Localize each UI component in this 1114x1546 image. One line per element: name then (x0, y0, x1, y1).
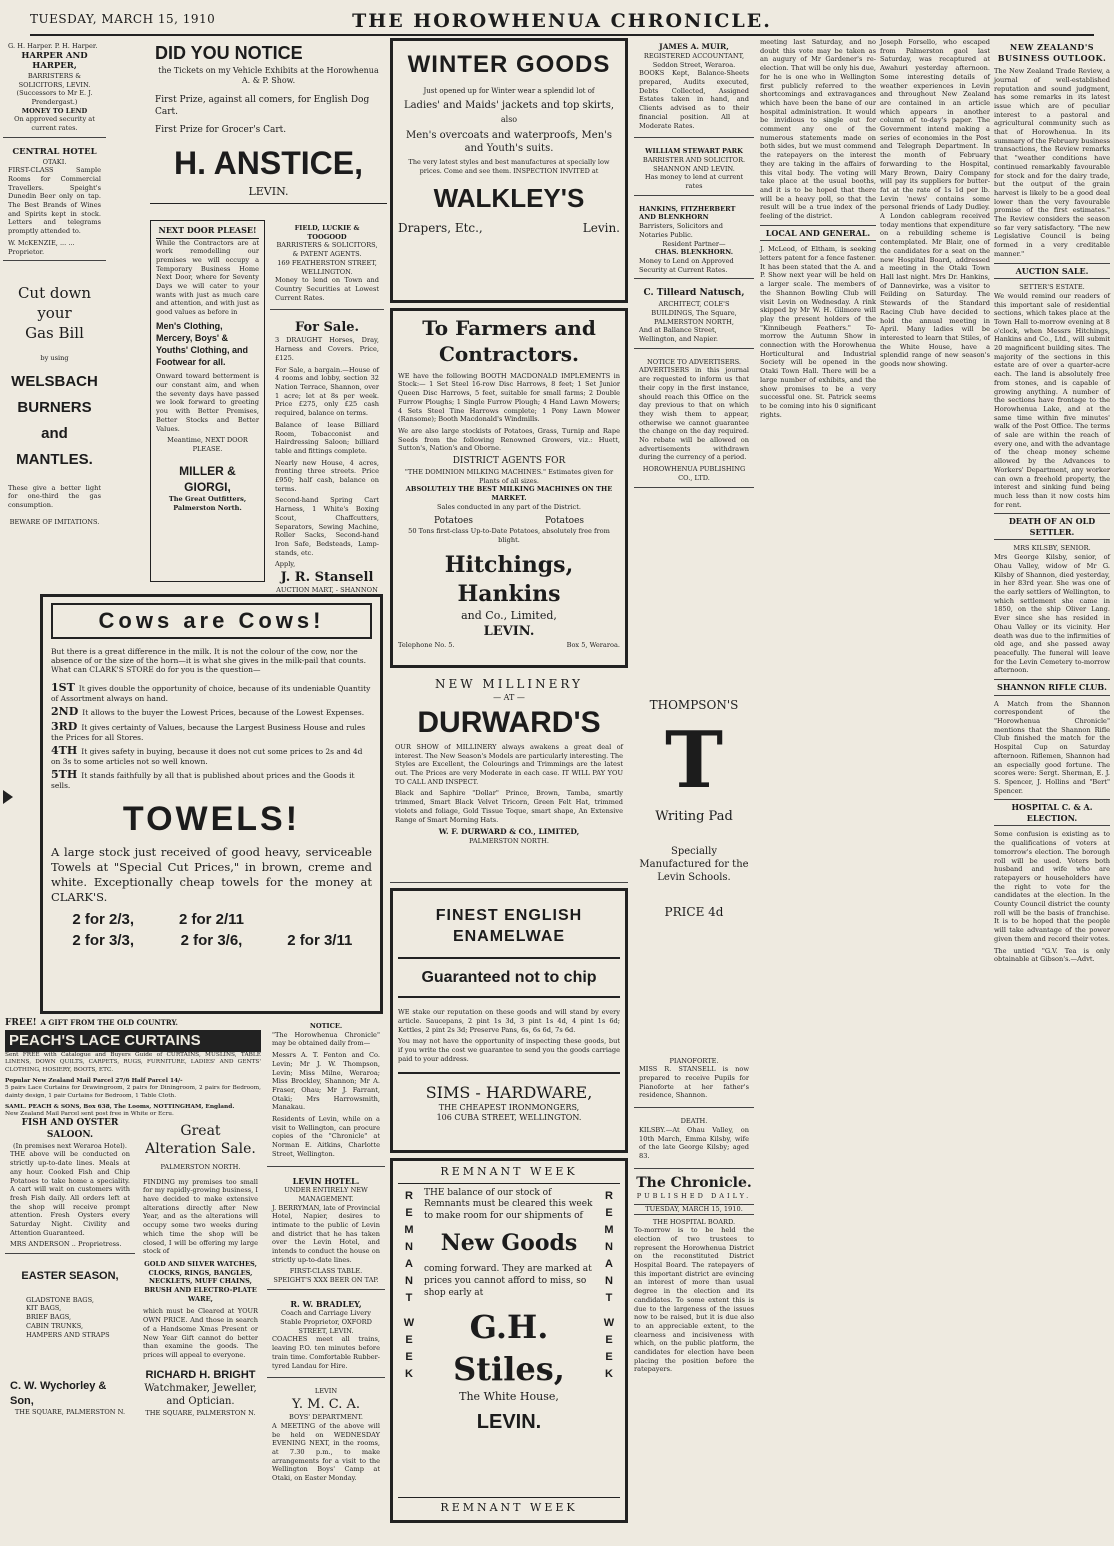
outlook-body: The New Zealand Trade Review, a journal of well-established reputation and sound judgment, has some remarks in its latest issue which are of peculiar interest to a pastoral and agricultural community such as that of Horowhenua. In its summary of the February business transactions, the Review remarks that "weather conditions have continued remarkably favourable for stock and for the dairy trade, but the output of the grain harvest is likely to be a good deal lower than the very favourable promise of the first estimates." The Review considers the season so far very satisfactory. "The new Legislative Council is being formed in a very creditable manner." (994, 67, 1110, 258)
bright-sub: Watchmaker, Jeweller, and Optician. (144, 1383, 257, 1408)
durward-place: PALMERSTON NORTH. (469, 837, 549, 846)
chronicle-title: The Chronicle. (636, 1174, 752, 1191)
durwards-name: DURWARD'S (417, 706, 601, 740)
farmers-best: ABSOLUTELY THE BEST MILKING MACHINES ON THE MARKET. (405, 485, 613, 503)
millinery-items: Black and Saphire "Dollar" Prince, Brown, Tamba, smartly trimmed, Smart Black Velvet Tricorn, Green Felt Hat, trimmed violets and foliage, Gold Tissue Toque, smart shape, An Extensive Range of Smart Morning Hats. (395, 789, 623, 824)
price: 2 for 3/11 (287, 931, 353, 949)
walkleys-name: WALKLEY'S (433, 183, 585, 214)
peach-body: Sent FREE with Catalogue and Buyers Guide of CURTAINS, MUSLINS, TABLE LINENS, DOWN QUILTS, CARPETS, RUGS, FURNITURE, LADIES' AND GENTS' CLOTHING, HOSIERY, BOOTS, ETC. (5, 1051, 261, 1073)
walkleys-ad (390, 38, 628, 303)
thompsons-body: Specially Manufactured for the Levin Schools. (639, 845, 749, 884)
enamel-guarantee: Guaranteed not to chip (398, 957, 620, 998)
harper-terms: On approved security at current rates. (14, 115, 95, 133)
thompsons-title: THOMPSON'S (649, 698, 739, 712)
peach-note: New Zealand Mail Parcel sent post free in White or Ecru. (5, 1111, 174, 1118)
fish-body: THE above will be conducted on strictly up-to-date lines. Meals at any hour. Cooked Fish and Chip Potatoes to take home a speciality. A cart will wait on customers with fresh Fish daily. All orders left at the shop will receive prompt attention. Fresh Oysters every Saturday Night. Civility and Attention Guaranteed. (10, 1150, 130, 1237)
sale-apply: Apply, (275, 560, 296, 569)
advertisers-body: ADVERTISERS in this journal are requested to inform us that their copy in the first instance, should reach this Office on the day previous to that on which they wish them to appear, otherwise we cannot guarantee the change on the day required. No rebate will be allowed on advertisements withdrawn during the currency of a period. (639, 366, 749, 462)
miller-sub: The Great Outfitters, Palmerston North. (168, 495, 247, 513)
column-7-body: Joseph Forsello, who escaped from Palmerston gaol last Saturday, was recaptured at Awahuri yesterday afternoon. Some interesting details of weather experiences in Levin and throughout New Zealand are contained in an article which appears in another column of to-day's paper. The Government intend making a series of economies in the Post and Telegraph Department. In the month of February forwarding to the Hospital, Mary Brown, Dairy Company will pay its suppliers for butter-fat at the rate of 1s 1d per lb. Levin 'news' contains some personal friends of Lady Dudley. A London cablegram received today mentions that expenditure on a rebuilding scheme is contemplated. Mr Blair, one of the candidates for a seat on the new Hospital Board, addressed a meeting in the Otaki Town Hall last night. Mrs Dr. Hankins, of Dannevirke, was a visitor to Feilding on Saturday. The Stewards of the Standard Racing Club have decided to hold the annual meeting in April. Many ladies will be interested to learn that Stiles, of the White House, have a splendid range of new season's goods now showing. (880, 38, 990, 369)
hospital-body: To-morrow is to be held the election of two trustees to represent the Horowhenua District on the reconstituted District Hospital Board. The ratepayers of this important district are evincing an interest of more than usual degree in the election and its candidates. To some extent this is due to the largeness of the issues now to be raised, but it is due also to an appreciable extent, to the clearness and incisiveness with which, on the public platform, the candidates for election have been placing the position before the ratepayers. (634, 1226, 754, 1374)
towel-prices (51, 911, 372, 949)
rifle-club-title: SHANNON RIFLE CLUB. (994, 679, 1110, 696)
central-hotel-ad (3, 143, 106, 261)
stiles-place: LEVIN. (476, 1410, 542, 1433)
alteration-body-2: which must be Cleared at YOUR OWN PRICE. And those in search of a Handsome Xmas Present or New Year Gift cannot do better than examine the goods. The prices will appeal to everyone. (143, 1307, 258, 1359)
harper-title: HARPER AND HARPER, (21, 50, 88, 72)
sims-name: SIMS - HARDWARE, (398, 1072, 620, 1103)
auction-sub: SETTER'S ESTATE. (1019, 283, 1085, 292)
harper-names: G. H. Harper. P. H. Harper. (8, 42, 98, 50)
anstice-name: H. ANSTICE, (173, 145, 364, 182)
winter-goods-1: Ladies' and Maids' jackets and top skirts, (403, 99, 615, 111)
next-door-close: Meantime, NEXT DOOR PLEASE. (167, 436, 248, 453)
cows-points (51, 681, 372, 790)
miller-giorgi: MILLER & GIORGI, (179, 463, 236, 494)
towels-body: A large stock just received of good heavy, serviceable Towels at "Special Cut Prices," in brown, creme and white. Exceptionally cheap towels for the money at CLARK'S. (51, 845, 372, 904)
death-body: KILSBY.—At Ohau Valley, on 10th March, Emma Kilsby, wife of the late George Kilsby; aged 83. (639, 1125, 749, 1160)
column-4b (267, 1018, 385, 1544)
pianoforte-ad (634, 1053, 754, 1109)
stiles-sub: The White House, (459, 1390, 559, 1404)
gas-line-2: Gas Bill (25, 323, 84, 342)
old-settler-title: DEATH OF AN OLD SETTLER. (994, 513, 1110, 540)
next-door-body-2: Onward toward betterment is our constant aim, and when the seventy days have passed we look forward to greeting you with Better Premises, Better Stocks and Better Values. (156, 372, 259, 433)
and-word: and (41, 424, 68, 442)
walkleys-place: Levin. (582, 221, 620, 236)
next-door-ad (150, 220, 265, 582)
millinery-at: — AT — (493, 692, 525, 702)
price (268, 911, 372, 928)
peach-name: PEACH'S LACE CURTAINS (5, 1030, 261, 1052)
levin-hotel-title: LEVIN HOTEL. (292, 1175, 360, 1186)
bright-addr: THE SQUARE, PALMERSTON N. (145, 1408, 256, 1417)
alteration-sale-ad (138, 1114, 263, 1421)
cows-point: 4TH It gives safety in buying, because it does not cut some prices to 2s and 4d on 3s to some articles not so well known. (51, 744, 363, 766)
gas-line-1: Cut down your (17, 284, 92, 323)
writing-pad: Writing Pad (655, 808, 733, 824)
ymca-place: LEVIN (314, 1387, 338, 1396)
easter-item: GLADSTONE BAGS, (26, 1295, 94, 1304)
levin-hotel-body: J. BERRYMAN, late of Provincial Hotel, Napier, desires to intimate to the public of Levin and district that he has taken over the Levin Hotel, and intends to conduct the house on strictly up-to-date lines. (272, 1203, 380, 1264)
harper-sub: BARRISTERS & SOLICITORS, LEVIN. (18, 71, 91, 89)
chronicle-sub: PUBLISHED DAILY. (636, 1192, 752, 1201)
easter-ad (5, 1259, 135, 1421)
remnant-bottom: REMNANT WEEK (398, 1497, 620, 1516)
pianoforte-body: MISS R. STANSELL is now prepared to receive Pupils for Pianoforte at her father's residence, Shannon. (639, 1065, 749, 1100)
field-luckie-title: FIELD, LUCKIE & TOOGOOD (294, 224, 360, 241)
local-general-body: J. McLeod, of Eltham, is seeking letters patent for a fence fastener. It has been stated that the A. and P. Show next year will be held on a larger scale. The members of the Shannon Bowling Club will visit Levin on Wednesday. A rink skipped by Mr W. H. Gilmore will play the present holders of the "Kinnibeugh Feathers." To-morrow the Autumn Show in connection with the Horowhenua Horticultural and Industrial Society will be opened in the Otaki Town Hall. There will be a large number of exhibits, and the show promises to be a very successful one. St. Patrick seems to be coming into his 0 significant rights. (760, 245, 876, 419)
hankins-body: Money to Lend on Approved Security at Current Rates. (639, 256, 734, 274)
field-luckie-sub: BARRISTERS & SOLICITORS, & PATENT AGENTS. (276, 241, 378, 259)
next-door-goods: Men's Clothing, Mercery, Boys' & Youths' Clothing, and Footwear for all. (156, 320, 248, 367)
park-ad (634, 143, 754, 196)
hospital-election-body: Some confusion is existing as to the qualifications of voters at tomorrow's election. The borough roll will be used. Voters both husband and wife who are ratepayers or householders have the right to vote for the candidates at the election. In the County Council district the county roll will be the basis of franchise. It is to be hoped that the people will take advantage of the power given them and record their votes. (994, 830, 1111, 943)
column-7 (880, 38, 990, 1546)
muir-ad (634, 38, 754, 138)
alteration-column (138, 1114, 263, 1544)
advertisers-firm: HOROWHENUA PUBLISHING CO., LTD. (642, 465, 746, 482)
stansell-ad (270, 315, 384, 599)
hitchings-ad (390, 308, 628, 668)
hotel-proprietor: W. McKENZIE, ... ... Proprietor. (8, 238, 75, 256)
death-title: DEATH. (680, 1117, 708, 1126)
price: 2 for 2/11 (178, 910, 245, 928)
column-3 (270, 220, 384, 595)
hankins-name: HANKINS, FITZHERBERT AND BLENKHORN (639, 204, 736, 222)
gas-body: These give a better light for one-third the gas consumption. (8, 483, 101, 509)
remnant-top: REMNANT WEEK (398, 1165, 620, 1184)
wychorley-sub: THE SQUARE, PALMERSTON N. (14, 1408, 126, 1417)
stiles-name: G.H. Stiles, (453, 1307, 565, 1389)
local-general-title: LOCAL AND GENERAL. (760, 225, 876, 242)
first-prize-2: First Prize for Grocer's Cart. (155, 124, 287, 135)
column-2 (150, 38, 387, 218)
pianoforte-title: PIANOFORTE. (669, 1056, 719, 1065)
next-door-title: NEXT DOOR PLEASE! (156, 225, 259, 239)
winter-body: Just opened up for Winter wear a splendid lot of (423, 86, 595, 95)
free-label: FREE! (5, 1018, 37, 1028)
mantles-word: MANTLES. (16, 450, 93, 468)
bradley-name: R. W. BRADLEY, (290, 1298, 362, 1309)
park-body: Has money to lend at current rates (644, 173, 744, 191)
next-door-body: While the Contractors are at work remodelling our premises we will occupy a Temporary Business Home Next Door, where for Seventy Days we will cater to your wants with just as much care and attention, and with just as good values as before in (156, 238, 259, 317)
hotel-title: CENTRAL HOTEL (12, 146, 97, 157)
levin-hotel-ad (267, 1172, 385, 1290)
tea-notice: The untied "G.V. Tea is only obtainable at Gibson's.—Advt. (994, 946, 1110, 964)
muir-name: JAMES A. MUIR, (659, 42, 729, 51)
wychorley-name: C. W. Wychorley & Son, (10, 1380, 107, 1407)
peach-curtains-ad (5, 1018, 261, 1118)
price: 2 for 3/6, (180, 931, 243, 949)
enamel-line-1: FINEST ENGLISH (435, 907, 583, 924)
hitchings-telephone: Telephone No. 5. (398, 640, 455, 649)
hankins-sub: Barristers, Solicitors and Notaries Public. (639, 222, 724, 239)
stansell-sub: AUCTION MART, - SHANNON (276, 586, 378, 595)
rifle-club-body: A Match from the Shannon correspondent of the "Horowhenua Chronicle" mentions that the Shannon Rifle Club finished the match for the Hospital Cup on Saturday afternoon. Riflemen, Shannon had an especially good fortune. The scores were: Sergt. Sherman, E. J. S. Spencer, J. Hollins and "Bert" Spencer. (994, 699, 1110, 795)
column-6 (760, 38, 876, 1546)
column-4 (390, 38, 628, 1546)
auction-title: AUCTION SALE. (994, 263, 1110, 280)
sale-item-3: Balance of lease Billiard Room, Tobacconist and Hairdressing Saloon; billiard table and fittings complete. (275, 420, 379, 455)
levin-hotel-sub: UNDER ENTIRELY NEW MANAGEMENT. (284, 1186, 368, 1203)
remnant-body-2: coming forward. They are marked at prices you cannot afford to miss, so shop early at (424, 1264, 592, 1298)
easter-item: BRIEF BAGS, (26, 1313, 72, 1322)
fish-sub: (In premises next Weraroa Hotel). (13, 1141, 127, 1150)
big-t-letter: T (664, 714, 724, 806)
remnant-body: THE balance of our stock of Remnants must be cleared this week to make room for our shipments of (424, 1187, 593, 1222)
potatoes-label: Potatoes (544, 515, 585, 526)
anstice-place: LEVIN. (248, 184, 289, 198)
notice-body: "The Horowhenua Chronicle" may be obtained daily from— (272, 1030, 380, 1048)
ymca-dept: BOYS' DEPARTMENT. (289, 1413, 363, 1422)
welsbach-name: WELSBACH (11, 373, 98, 391)
enamel-line-2: ENAMELWAE (452, 928, 566, 946)
hospital-election-title: HOSPITAL C. & A. ELECTION. (994, 799, 1110, 826)
chronicle-date: TUESDAY, MARCH 15, 1910. (634, 1204, 754, 1215)
cows-point: 3RD It gives certainty of Values, because the Largest Business House and rules the Prices for all Stores. (51, 720, 366, 742)
bright-name: RICHARD H. BRIGHT (145, 1368, 256, 1381)
durward-firm: W. F. DURWARD & CO., LIMITED, (438, 827, 580, 837)
winter-body-2: The very latest styles and best manufactures at specially low prices. Come and see them. INSPECTION INVITED at (408, 158, 610, 175)
sale-item-5: Second-hand Spring Cart Harness, 1 White's Boxing Scout, Chaffcutters, Separators, Sewing Machine, Roller Sacks, Second-hand Iron Safe, Bedsteads, Lamp-stands, etc. (275, 496, 379, 557)
masthead (30, 6, 1094, 36)
old-settler-body: Mrs George Kilsby, senior, of Ohau Valley, widow of Mr G. Kilsby of Shannon, died yesterday, in her 83rd year. She was one of the early settlers of Wellington, to which settlement she came in 1850, on the ship Oliver Lang. Ever since she has resided in Ohau Valley or its vicinity. Her death was due to the infirmities of old age, and she passed away peacefully. The funeral will leave for the Levin Cemetery to-morrow afternoon. (994, 553, 1110, 675)
advertisers-title: NOTICE TO ADVERTISERS. (646, 357, 742, 366)
burners-word: BURNERS (17, 399, 92, 417)
easter-item: CABIN TRUNKS, (26, 1321, 84, 1330)
field-luckie-ad (270, 220, 384, 310)
for-sale-title: For Sale. (294, 320, 360, 336)
newspaper-title: THE HOROWHENUA CHRONICLE. (352, 10, 772, 32)
hitchings-box: Box 5, Weraroa. (566, 640, 620, 649)
walkleys-sub: Drapers, Etc., (398, 221, 483, 236)
cows-title: Cows are Cows! (51, 603, 372, 639)
fish-saloon-ad (5, 1114, 135, 1254)
easter-title: EASTER SEASON, (21, 1270, 119, 1283)
issue-date: TUESDAY, MARCH 15, 1910 (30, 12, 216, 26)
natusch-body: And at Ballance Street, Wellington, and Napier. (639, 326, 718, 344)
easter-item: KIT BAGS, (26, 1304, 62, 1313)
sale-item-4: Nearly new House, 4 acres, fronting three streets. Price £950; half cash, balance on terms. (275, 458, 379, 493)
easter-item: HAMPERS AND STRAPS (26, 1330, 110, 1339)
farmers-agents: DISTRICT AGENTS FOR (452, 456, 566, 467)
levin-hotel-beer: SPEIGHT'S XXX BEER ON TAP. (273, 1276, 379, 1285)
natusch-ad (634, 284, 754, 348)
ymca-ad (267, 1383, 385, 1489)
notice-title: NOTICE. (309, 1022, 343, 1030)
potatoes-body: 50 Tons first-class Up-to-Date Potatoes, absolutely free from blight. (408, 527, 610, 545)
fish-proprietress: MRS ANDERSON .. Proprietress. (10, 1240, 122, 1249)
hankins-resident: CHAS. BLENKHORN. (654, 248, 734, 257)
bradley-body: COACHES meet all trains, leaving P.O. ten minutes before train time. Comfortable Rubber-tyred Landau for Hire. (272, 1335, 380, 1370)
remnant-week-ad (390, 1158, 628, 1523)
field-luckie-addr: 169 FEATHERSTON STREET, WELLINGTON. (277, 258, 377, 276)
hotel-place: OTAKI. (42, 157, 67, 166)
hospital-continued: meeting last Saturday, and no doubt this vote may be taken as an augury of Mr Gardener's re-election. That will be only his due, for he is one who in Wellington first publicly referred to the shortcomings and extravagances which have been the bane of our hospital administration. It would be invidious to single out for comment any one of the numerous statements made on both sides, but we must commend the ratepayers on the interest they are taking in the affairs of this vital body. The voting will take place at the usual booths, and it is to be hoped that there will be a heavy poll, so that the result will be a true index of the feeling of the district. (760, 38, 876, 221)
farmers-line-2: Contractors. (438, 342, 580, 367)
fish-title: FISH AND OYSTER SALOON. (21, 1118, 119, 1140)
peach-items: 5 pairs Lace Curtains for Drawingroom, 2 pairs for Diningroom, 2 pairs for Bedroom, dainty design, 1 pair Curtains for Bedroom, 1 Table Cloth. (5, 1085, 261, 1099)
alteration-place: PALMERSTON NORTH. (160, 1162, 241, 1171)
enamel-body: WE stake our reputation on these goods and will stand by every article. Saucepans, 2 pint 1s 3d, 3 pint 1s 4d, 4 pint 1s 6d; Kettles, 2 pint 2s 3d; Preserve Pans, 6s, 6s 6d, 7s 6d. (398, 1008, 620, 1034)
notice-body: the Tickets on my Vehicle Exhibits at the Horowhenua A. & P. Show. (158, 65, 379, 86)
gas-by: by using (40, 353, 69, 362)
hitchings-place: LEVIN. (483, 624, 535, 640)
potatoes-label: Potatoes (433, 515, 474, 526)
column-2b (150, 220, 265, 590)
winter-also: also (500, 115, 518, 125)
levin-hotel-table: FIRST-CLASS TABLE. (289, 1267, 363, 1276)
natusch-name: C. Tilleard Natusch, (643, 288, 745, 299)
natusch-sub: ARCHITECT, COLE'S BUILDINGS, The Square, PALMERSTON NORTH, (651, 300, 737, 326)
ymca-title: Y. M. C. A. (291, 1397, 360, 1412)
farmers-agents-2: "THE DOMINION MILKING MACHINES." Estimates given for Plants of all sizes. (404, 467, 614, 485)
outlook-title: NEW ZEALAND'S BUSINESS OUTLOOK. (997, 42, 1107, 63)
cows-point: 1ST It gives double the opportunity of choice, because of its undeniable Quantity of Assortment always on hand. (51, 681, 371, 703)
advertisers-notice (634, 354, 754, 488)
column-8 (994, 38, 1110, 1546)
sale-item-2: For Sale, a bargain.—House of 4 rooms and lobby, section 32 Nation Terrace, Shannon, over 1 acre; let at 8s per week. Price £275, only £25 cash required, balance on terms. (275, 365, 379, 418)
peach-parcel: Popular New Zealand Mail Parcel 27/6 Half Parcel 14/- (5, 1077, 183, 1084)
clarks-store-ad (40, 594, 383, 1014)
first-prize-1: First Prize, against all comers, for English Dog Cart. (155, 94, 370, 117)
thompsons-price: PRICE 4d (664, 904, 724, 919)
new-goods: New Goods (440, 1230, 578, 1257)
farmers-body: WE have the following BOOTH MACDONALD IMPLEMENTS in Stock:— 1 Set Steel 16-row Disc Harrows, 8 feet; 1 Set Junior Queen Disc Harrows, 5 feet, suitable for small farms; 2 Double Furrow Ploughs; 1 Single Furrow Plough; 4 Hand Lawn Mowers; 4 Sets Steel Tine Harrows complete; 1 Pony Lawn Mower (Ransome); Booth Macdonald's Windmills. (398, 371, 620, 424)
park-name: WILLIAM STEWART PARK (645, 147, 743, 156)
anstice-ad (150, 38, 387, 204)
sale-item-1: 3 DRAUGHT Horses, Dray, Harness and Covers. Price, £125. (275, 336, 379, 362)
alteration-goods: GOLD AND SILVER WATCHES, CLOCKS, RINGS, BANGLES, NECKLETS, MUFF CHAINS, BRUSH AND ELECTRO-PLATE WARE, (144, 1259, 257, 1303)
sims-addr: 106 CUBA STREET, WELLINGTON. (436, 1113, 582, 1123)
remnant-side-left: R E M N A N T W E E K (403, 1189, 415, 1380)
farmers-line-1: To Farmers and (422, 316, 596, 340)
farmers-body-2: We are also large stockists of Potatoes, Grass, Turnip and Rape Seeds from the following Renowned Growers, viz.: Huett, Sutton's, Nation's and Oborne. (398, 427, 620, 453)
chronicle-leader (634, 1174, 754, 1375)
price: 2 for 2/3, (72, 910, 135, 928)
enamel-body-2: You may not have the opportunity of inspecting these goods, but if you write the cost we guarantee to send you the goods carriage paid to your address. (398, 1037, 620, 1063)
park-sub: BARRISTER AND SOLICITOR. (642, 155, 746, 164)
millinery-title: NEW MILLINERY (435, 677, 583, 691)
thompsons-ad (634, 692, 754, 1002)
peach-firm: SAML. PEACH & SONS, Box 638, The Looms, NOTTINGHAM, England. (5, 1103, 235, 1110)
alteration-title: Great Alteration Sale. (145, 1123, 256, 1158)
bradley-sub: Coach and Carriage Livery Stable Proprietor, OXFORD STREET, LEVIN. (280, 1309, 372, 1335)
hospital-title: THE HOSPITAL BOARD. (652, 1217, 736, 1226)
harper-ad (3, 38, 106, 138)
sims-sub: THE CHEAPEST IRONMONGERS, (438, 1102, 580, 1112)
fish-easter-column (5, 1114, 135, 1544)
cows-point: 5TH It stands faithfully by all that is published about prices and the Goods it sells. (51, 768, 355, 790)
hitchings-name: Hitchings, Hankins (444, 551, 574, 607)
gas-warning: BEWARE OF IMITATIONS. (9, 517, 100, 526)
harper-money: MONEY TO LEND (21, 106, 88, 115)
durwards-ad (390, 673, 628, 883)
winter-goods-2: Men's overcoats and waterproofs, Men's and Youth's suits. (405, 129, 613, 154)
pointer-icon (3, 790, 13, 804)
old-settler-sub: MRS KILSBY, SENIOR. (1013, 544, 1091, 553)
sims-hardware-ad (390, 888, 628, 1153)
stansell-name: J. R. Stansell (280, 570, 374, 586)
hankins-fitzherbert-ad (634, 201, 754, 280)
notice-agents: Messrs A. T. Fenton and Co. Levin; Mr J. W. Thompson, Levin; Miss Milne, Weraroa; Miss Brockley, Shannon; Mr A. Fraser, Ohau; Mr J. Farrant, Otaki; Mrs Harrowsmith, Manakau. (272, 1051, 380, 1112)
ymca-body: A MEETING of the above will be held on WEDNESDAY EVENING NEXT, in the rooms, at 7.30 p.m., to make arrangements for a visit to the Wellington Boys' Camp at Otaki, on Easter Monday. (272, 1421, 380, 1483)
chronicle-notice (267, 1018, 385, 1167)
muir-sub: REGISTERED ACCOUNTANT, Seddon Street, Weraroa. (643, 51, 745, 69)
price: 2 for 3/3, (72, 931, 135, 949)
column-1 (3, 38, 106, 593)
farmers-sales: Sales conducted in any part of the District. (437, 502, 581, 511)
park-place: SHANNON AND LEVIN. (653, 164, 735, 173)
harper-body: (Successors to Mr E. J. Prendergast.) (16, 89, 93, 107)
death-notice (634, 1113, 754, 1169)
notice-body-2: Residents of Levin, while on a visit to Wellington, can procure copies of the "Chronicle" at Norman E. Aitkins, Charlotte Street, Wellington. (272, 1115, 380, 1158)
did-you-notice: DID YOU NOTICE (155, 43, 303, 63)
bradley-ad (267, 1295, 385, 1378)
alteration-body: FINDING my premises too small for my rapidly-growing business, I have decided to make extensive alterations directly after New Year, and as the alterations will occupy some two weeks during which time the shop will be closed, I will be offering my large stock of (143, 1177, 258, 1256)
remnant-side-right: R E M N A N T W E E K (603, 1189, 615, 1380)
field-luckie-body: Money to lend on Town and Country Securities at Lowest Current Rates. (275, 276, 379, 302)
welsbach-ad (3, 266, 106, 530)
millinery-body: OUR SHOW of MILLINERY always awakens a great deal of interest. The New Season's Models are particularly interesting. The Styles are Excellent, the Colourings and Trimmings are the latest out. The Prices are very Moderate in each case. IT WILL PAY YOU TO CALL AND INSPECT. (395, 742, 623, 786)
hitchings-sub: and Co., Limited, (461, 608, 557, 622)
winter-goods-title: WINTER GOODS (407, 51, 611, 78)
cows-point: 2ND It allows to the buyer the Lowest Prices, because of the Lowest Expenses. (51, 705, 365, 718)
hotel-body: FIRST-CLASS Sample Rooms for Commercial Travellers. Speight's Dunedin Beer only on tap. The Best Brands of Wines and Spirits kept in stock. Letters and telegrams promptly attended to. (8, 166, 101, 236)
auction-body: We would remind our readers of this important sale of residential sections, which takes place at the Town Hall to-morrow evening at 8 o'clock, when Messrs Hitchings, Hankins and Co., Ltd., will submit 20 magnificent building sites. The majority of the sections in this estate are of over a quarter-acre each. The land is absolutely free from stones, and is capable of growing anything. A number of the sections have frontage to the Horowhenua Lake, and at the same time within five minutes' walk of the Post Office. The terms of sale are within the reach of every one, and with the advantage of the cheap money scheme allowed by the Advances to Workers' Department, any worker can own a freehold property, the interest and sinking fund being much less than it now costs him for rent. (994, 291, 1110, 509)
towels-heading: TOWELS! (122, 800, 301, 838)
hankins-partner: Resident Partner— (662, 239, 726, 248)
cows-intro: But there is a great difference in the milk. It is not the colour of the cow, nor the absence of or the size of the horn—it is what she gives in the milk-pail that counts. What can CLARK'S STORE do for you is the question— (51, 646, 366, 674)
gift-label: A GIFT FROM THE OLD COUNTRY. (40, 1018, 178, 1027)
muir-body: BOOKS Kept, Balance-Sheets prepared, Audits executed, Debts Collected, Assigned Estates taken in hand, and Clients advised as to their financial position. All at Moderate Rates. (639, 69, 749, 130)
